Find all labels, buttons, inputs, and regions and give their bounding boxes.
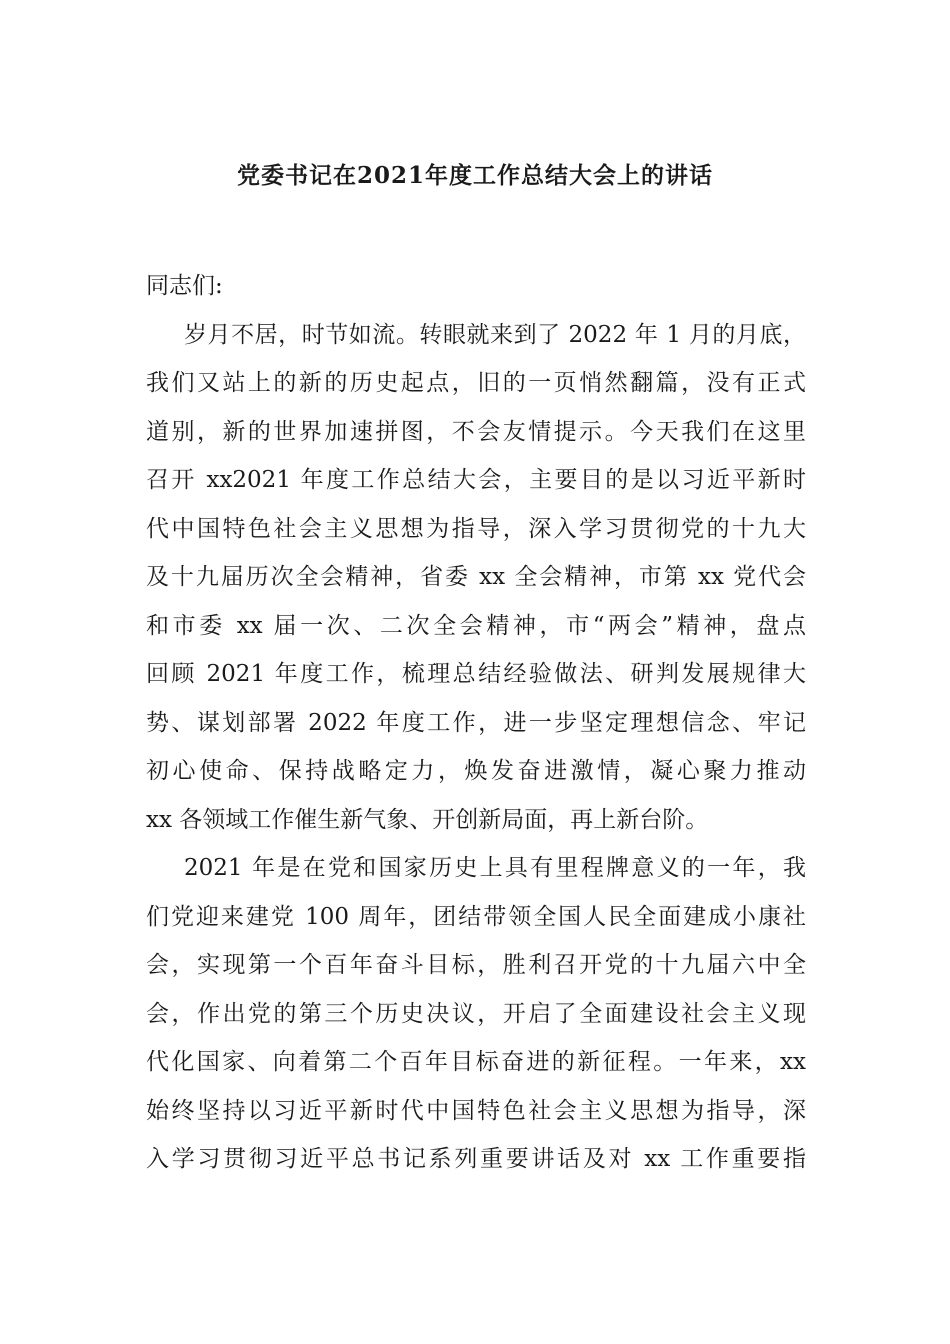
paragraph-2-line: 入学习贯彻习近平总书记系列重要讲话及对 xx 工作重要指	[146, 1146, 806, 1172]
paragraph-1-line: xx 各领域工作催生新气象、开创新局面，再上新台阶。	[146, 806, 709, 833]
paragraph-1-line: 召开 xx2021 年度工作总结大会，主要目的是以习近平新时	[146, 467, 806, 493]
paragraph-1-line: 代中国特色社会主义思想为指导，深入学习贯彻党的十九大	[146, 515, 806, 542]
paragraph-1-line: 及十九届历次全会精神，省委 xx 全会精神，市第 xx 党代会	[146, 564, 806, 590]
paragraph-1-line: 初心使命、保持战略定力，焕发奋进激情，凝心聚力推动	[146, 758, 806, 784]
document-body	[146, 262, 806, 1184]
salutation: 同志们:	[146, 273, 223, 299]
paragraph-1-line: 和市委 xx 届一次、二次全会精神，市“两会”精神，盘点	[146, 612, 806, 639]
paragraph-1-line: 道别，新的世界加速拼图，不会友情提示。今天我们在这里	[146, 418, 806, 445]
paragraph-2-line: 2021 年是在党和国家历史上具有里程牌意义的一年，我	[184, 855, 806, 881]
document-title: 党委书记在2021年度工作总结大会上的讲话	[236, 162, 713, 189]
paragraph-2-line: 会，实现第一个百年奋斗目标，胜利召开党的十九届六中全	[146, 952, 806, 978]
paragraph-1-line: 回顾 2021 年度工作，梳理总结经验做法、研判发展规律大	[146, 661, 806, 687]
paragraph-2-line: 们党迎来建党 100 周年，团结带领全国人民全面建成小康社	[146, 903, 806, 930]
paragraph-2-line: 会，作出党的第三个历史决议，开启了全面建设社会主义现	[146, 1000, 806, 1027]
paragraph-2-line: 代化国家、向着第二个百年目标奋进的新征程。一年来，xx	[146, 1049, 806, 1075]
paragraph-1-line: 我们又站上的新的历史起点，旧的一页悄然翻篇，没有正式	[146, 370, 806, 396]
paragraph-1-line: 势、谋划部署 2022 年度工作，进一步坚定理想信念、牢记	[146, 709, 806, 736]
paragraph-1-line: 岁月不居，时节如流。转眼就来到了 2022 年 1 月的月底，	[184, 321, 806, 348]
paragraph-2-line: 始终坚持以习近平新时代中国特色社会主义思想为指导，深	[146, 1097, 806, 1124]
